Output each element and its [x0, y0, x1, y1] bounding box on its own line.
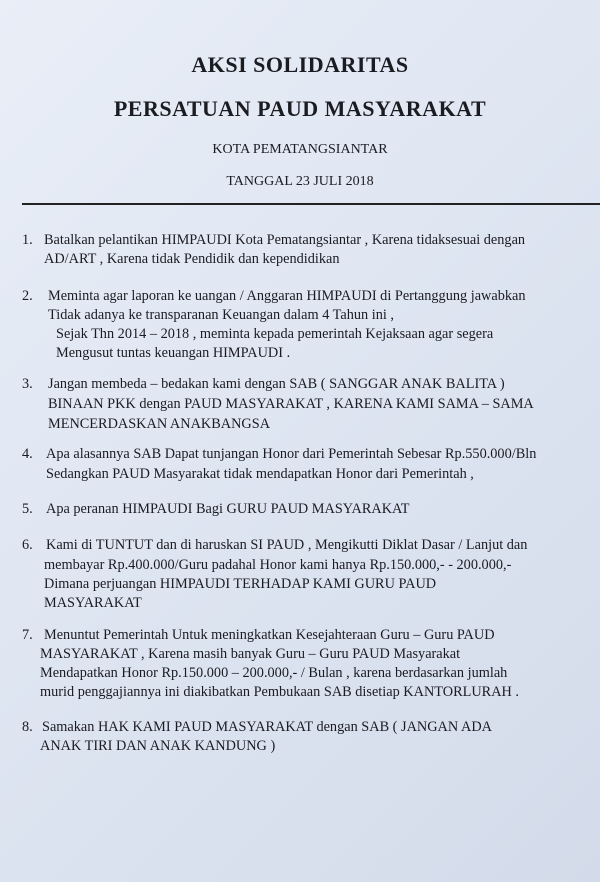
demand-text-line: MASYARAKAT: [44, 595, 142, 611]
demand-text-line: Samakan HAK KAMI PAUD MASYARAKAT dengan SAB ( JANGAN ADA: [42, 719, 492, 735]
demand-text-line: membayar Rp.400.000/Guru padahal Honor kami hanya Rp.150.000,- - 200.000,-: [44, 557, 512, 573]
header-divider: [22, 203, 600, 205]
demand-text-line: AD/ART , Karena tidak Pendidik dan kependidikan: [44, 251, 340, 267]
demand-text-line: Sedangkan PAUD Masyarakat tidak mendapatkan Honor dari Pemerintah ,: [46, 466, 474, 482]
demand-text-line: Batalkan pelantikan HIMPAUDI Kota Pematangsiantar , Karena tidaksesuai dengan: [44, 232, 526, 248]
demand-text-line: Sejak Thn 2014 – 2018 , meminta kepada pemerintah Kejaksaan agar segera: [56, 326, 494, 342]
demand-number: 2.: [22, 288, 33, 304]
demand-text-line: Meminta agar laporan ke uangan / Anggaran HIMPAUDI di Pertanggung jawabkan: [48, 288, 526, 304]
demand-number: 5.: [22, 501, 33, 517]
demand-text-line: Apa peranan HIMPAUDI Bagi GURU PAUD MASYARAKAT: [46, 501, 410, 517]
demand-number: 1.: [22, 232, 33, 248]
demand-text-line: BINAAN PKK dengan PAUD MASYARAKAT , KARENA KAMI SAMA – SAMA: [48, 396, 534, 412]
demand-text-line: Apa alasannya SAB Dapat tunjangan Honor dari Pemerintah Sebesar Rp.550.000/Bln: [46, 446, 537, 462]
demand-number: 3.: [22, 376, 33, 392]
demand-text-line: Menuntut Pemerintah Untuk meningkatkan Kesejahteraan Guru – Guru PAUD: [44, 627, 495, 643]
document-date: TANGGAL 23 JULI 2018: [226, 174, 374, 189]
demand-text-line: Jangan membeda – bedakan kami dengan SAB ( SANGGAR ANAK BALITA ): [48, 376, 505, 392]
document-title: AKSI SOLIDARITAS: [191, 52, 409, 77]
document-subtitle-organization: PERSATUAN PAUD MASYARAKAT: [113, 96, 487, 121]
demand-number: 4.: [22, 446, 33, 462]
demand-text-line: MASYARAKAT , Karena masih banyak Guru – Guru PAUD Masyarakat: [40, 646, 461, 662]
document-city: KOTA PEMATANGSIANTAR: [212, 142, 388, 157]
demand-text-line: murid penggajiannya ini diakibatkan Pembukaan SAB disetiap KANTORLURAH .: [40, 684, 520, 700]
demand-number: 7.: [22, 627, 33, 643]
demand-number: 8.: [22, 719, 33, 735]
demand-text-line: Kami di TUNTUT dan di haruskan SI PAUD , Mengikutti Diklat Dasar / Lanjut dan: [46, 537, 528, 553]
demand-text-line: Mendapatkan Honor Rp.150.000 – 200.000,- / Bulan , karena berdasarkan jumlah: [40, 665, 508, 681]
demand-text-line: Mengusut tuntas keuangan HIMPAUDI .: [56, 345, 291, 361]
demand-number: 6.: [22, 537, 33, 553]
demand-text-line: Tidak adanya ke transparanan Keuangan dalam 4 Tahun ini ,: [48, 307, 394, 323]
demand-text-line: ANAK TIRI DAN ANAK KANDUNG ): [40, 738, 276, 754]
demand-text-line: Dimana perjuangan HIMPAUDI TERHADAP KAMI GURU PAUD: [44, 576, 437, 592]
demand-text-line: MENCERDASKAN ANAKBANGSA: [48, 416, 271, 432]
